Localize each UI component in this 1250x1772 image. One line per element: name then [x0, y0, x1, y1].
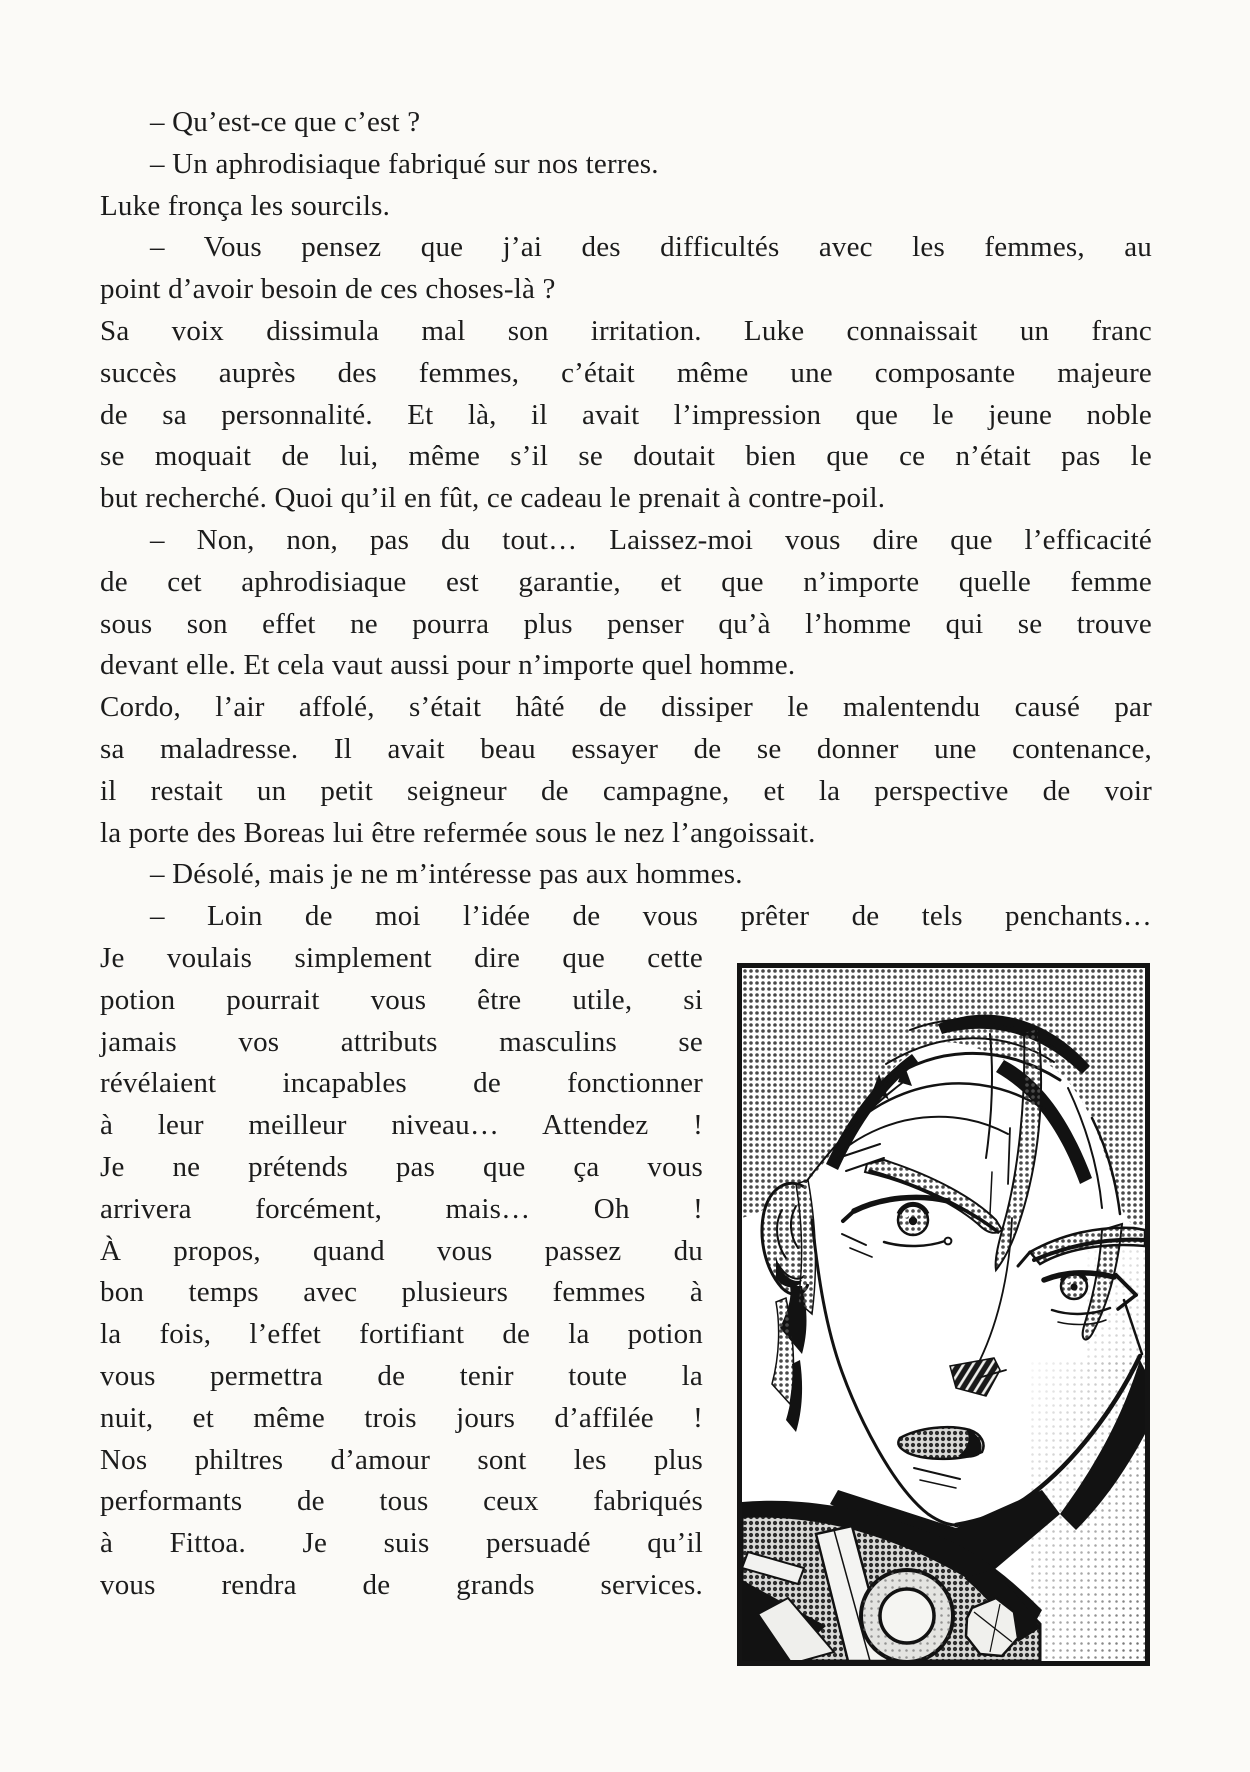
text-line: Je ne prétends pas que ça vous	[100, 1150, 703, 1183]
text-line: à leur meilleur niveau… Attendez !	[100, 1109, 703, 1142]
text-line: Luke fronça les sourcils.	[100, 189, 391, 222]
text-line: révélaient incapables de fonctionner	[100, 1067, 703, 1100]
text-line: vous rendra de grands services.	[100, 1568, 703, 1601]
text-line: Je voulais simplement dire que cette	[100, 941, 703, 974]
text-line: jamais vos attributs masculins se	[100, 1025, 703, 1058]
text-line: à Fittoa. Je suis persuadé qu’il	[100, 1527, 703, 1560]
text-line: Cordo, l’air affolé, s’était hâté de dissiper le malentendu causé par	[100, 691, 1152, 724]
text-line: – Un aphrodisiaque fabriqué sur nos terres.	[150, 147, 659, 180]
text-line: se moquait de lui, même s’il se doutait bien que ce n’était pas le	[100, 440, 1152, 473]
text-line: – Loin de moi l’idée de vous prêter de tels penchants…	[150, 900, 1152, 933]
text-line: succès auprès des femmes, c’était même une composante majeure	[100, 356, 1152, 389]
text-line: – Non, non, pas du tout… Laissez-moi vous dire que l’efficacité	[150, 523, 1152, 556]
text-line: arrivera forcément, mais… Oh !	[100, 1192, 703, 1225]
text-line: but recherché. Quoi qu’il en fût, ce cadeau le prenait à contre-poil.	[100, 482, 886, 515]
text-line: potion pourrait vous être utile, si	[100, 983, 703, 1016]
text-line: vous permettra de tenir toute la	[100, 1359, 703, 1392]
text-line: la porte des Boreas lui être refermée sous le nez l’angoissait.	[100, 816, 816, 849]
text-line: – Qu’est-ce que c’est ?	[150, 106, 421, 138]
text-line: Nos philtres d’amour sont les plus	[100, 1443, 703, 1476]
text-line: bon temps avec plusieurs femmes à	[100, 1276, 703, 1309]
text-line: – Vous pensez que j’ai des difficultés avec les femmes, au	[150, 231, 1152, 264]
text-line: de sa personnalité. Et là, il avait l’impression que le jeune noble	[100, 398, 1152, 431]
text-line: de cet aphrodisiaque est garantie, et que n’importe quelle femme	[100, 565, 1152, 598]
text-line: il restait un petit seigneur de campagne, et la perspective de voir	[100, 774, 1152, 807]
manga-illustration-panel	[737, 963, 1150, 1666]
text-line: devant elle. Et cela vaut aussi pour n’importe quel homme.	[100, 649, 796, 682]
text-line: sa maladresse. Il avait beau essayer de se donner une contenance,	[100, 732, 1152, 765]
text-line: nuit, et même trois jours d’affilée !	[100, 1401, 703, 1434]
manga-illustration	[742, 968, 1145, 1661]
text-line: point d’avoir besoin de ces choses-là ?	[100, 273, 556, 306]
text-line: – Désolé, mais je ne m’intéresse pas aux hommes.	[150, 858, 743, 891]
text-line: À propos, quand vous passez du	[100, 1234, 703, 1267]
full-width-text-block	[100, 102, 1152, 938]
text-line: Sa voix dissimula mal son irritation. Luke connaissait un franc	[100, 314, 1152, 347]
text-line: performants de tous ceux fabriqués	[100, 1485, 703, 1518]
text-line: sous son effet ne pourra plus penser qu’à l’homme qui se trouve	[100, 607, 1152, 640]
text-line: la fois, l’effet fortifiant de la potion	[100, 1318, 703, 1351]
